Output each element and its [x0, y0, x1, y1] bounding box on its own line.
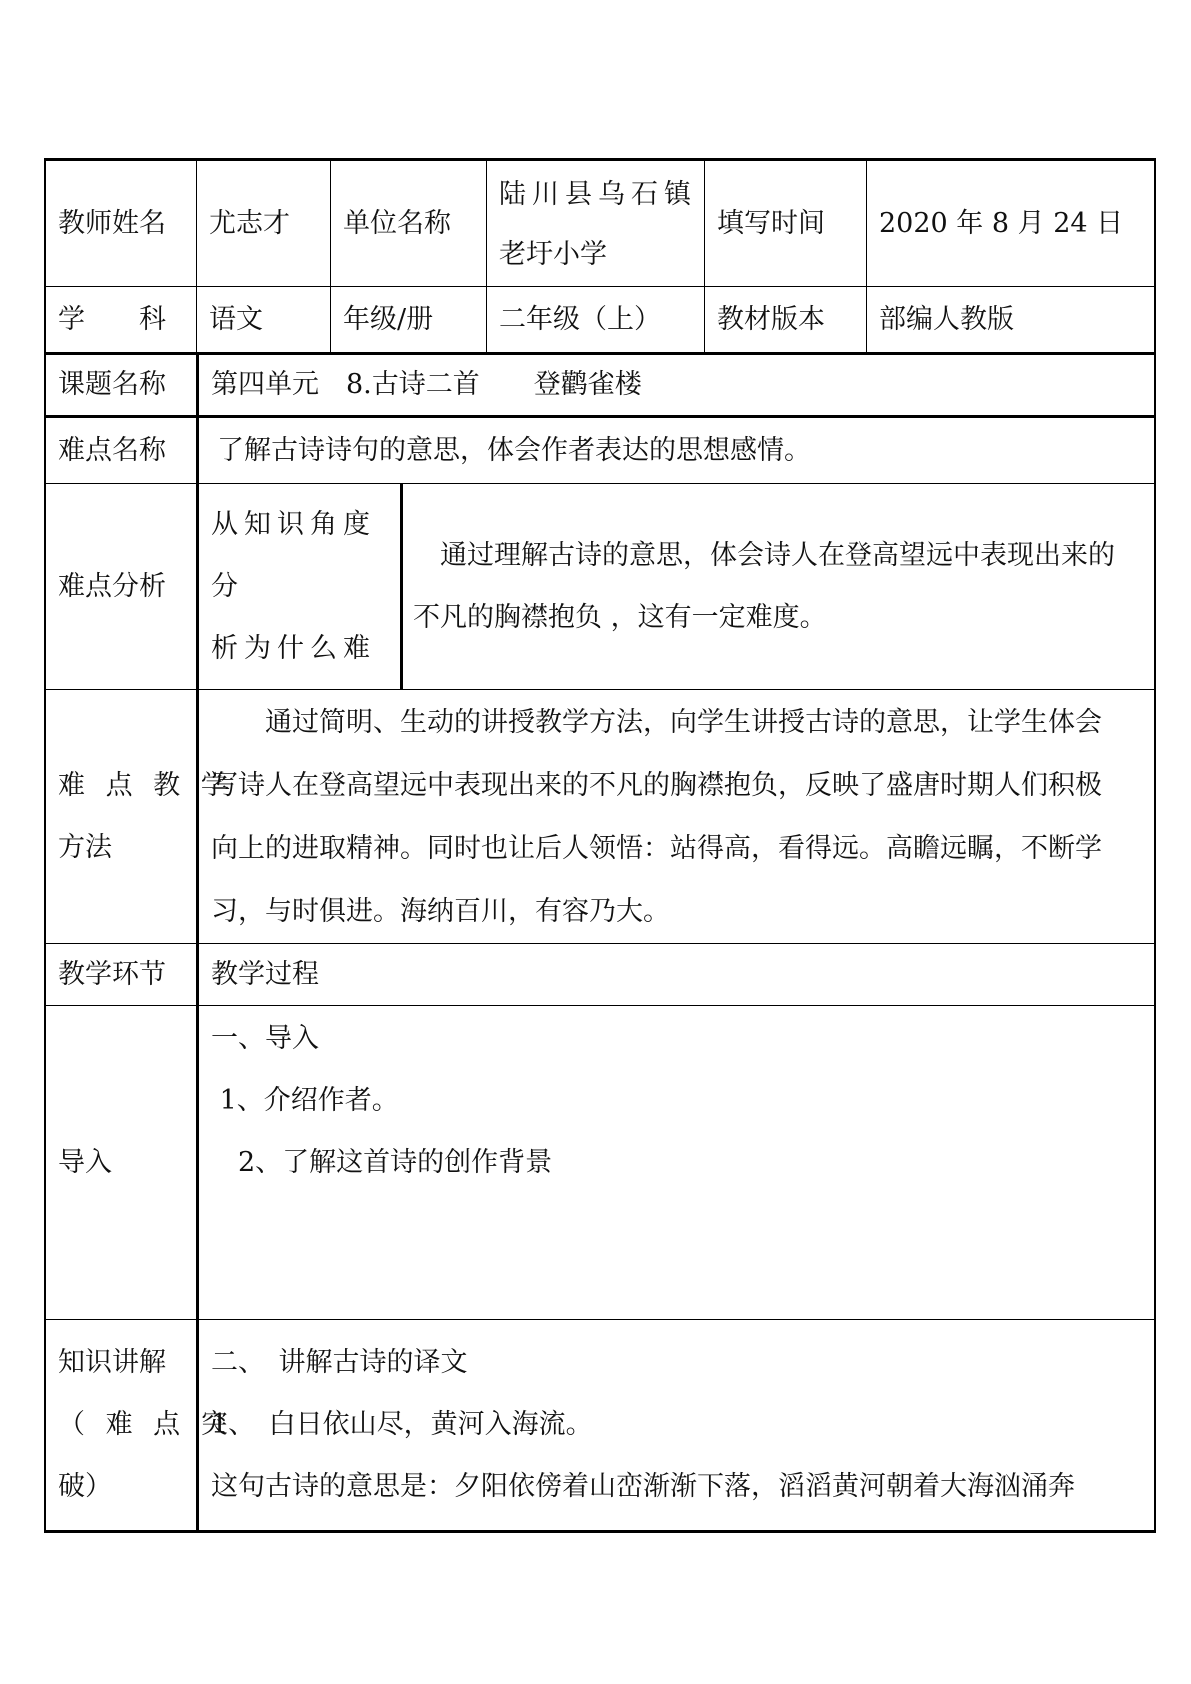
lesson-plan-table [44, 158, 1156, 1533]
analysis-sublabel-line2: 析为什么难 [211, 632, 376, 664]
date-label: 填写时间 [704, 161, 866, 286]
knowledge-line3: 这句古诗的意思是：夕阳依傍着山峦渐渐下落，滔滔黄河朝着大海汹涌奔 [211, 1471, 1075, 1502]
subject-row [44, 286, 1156, 352]
knowledge-label [46, 1320, 234, 1530]
edition-label: 教材版本 [704, 287, 866, 352]
subject-label: 学 科 [58, 303, 166, 335]
method-label [46, 690, 234, 943]
intro-line2: 1、介绍作者。 [211, 1085, 399, 1116]
header-row [44, 158, 1156, 286]
method-line2: 写诗人在登高望远中表现出来的不凡的胸襟抱负，反映了盛唐时期人们积极 [211, 769, 1102, 801]
unit-name-line1: 陆川县乌石镇 [499, 179, 697, 210]
unit-name [486, 161, 704, 286]
method-line4: 习，与时俱进。海纳百川，有容乃大。 [211, 895, 670, 927]
method-line3: 向上的进取精神。同时也让后人领悟：站得高，看得远。高瞻远瞩，不断学 [211, 832, 1102, 864]
knowledge-label-line2: （ 难 点 突 [58, 1409, 234, 1440]
knowledge-label-line1: 知识讲解 [58, 1347, 166, 1378]
edition-value: 部编人教版 [866, 287, 1154, 352]
topic-label: 课题名称 [58, 369, 166, 400]
method-line1: 通过简明、生动的讲授教学方法，向学生讲授古诗的意思，让学生体会 [211, 706, 1102, 738]
method-row [44, 689, 1156, 943]
topic-row [44, 352, 1156, 418]
process-header-row [44, 943, 1156, 1005]
process-header-label: 教学环节 [58, 958, 166, 990]
knowledge-label-line3: 破） [58, 1471, 112, 1502]
method-text [196, 690, 1154, 943]
knowledge-content [196, 1320, 1154, 1530]
knowledge-row [44, 1319, 1156, 1533]
analysis-sublabel-line1: 从知识角度分 [211, 508, 376, 602]
method-label-line2: 方法 [58, 831, 112, 863]
date-value: 2020 年 8 月 24 日 [866, 161, 1154, 286]
analysis-sublabel [196, 484, 400, 689]
grade-value: 二年级（上） [486, 287, 704, 352]
analysis-row [44, 483, 1156, 689]
intro-line3: 2、了解这首诗的创作背景 [211, 1147, 553, 1178]
grade-label: 年级/册 [330, 287, 486, 352]
intro-line1: 一、导入 [211, 1023, 319, 1054]
difficulty-row [44, 418, 1156, 483]
difficulty-value: 了解古诗诗句的意思，体会作者表达的思想感情。 [196, 418, 1154, 483]
analysis-text [400, 484, 1154, 689]
intro-content [196, 1006, 1154, 1319]
topic-value: 第四单元 8.古诗二首 登鹳雀楼 [196, 355, 1154, 415]
unit-name-line2: 老圩小学 [499, 239, 607, 270]
unit-label: 单位名称 [330, 161, 486, 286]
method-label-line1: 难 点 教 学 [58, 769, 234, 801]
analysis-line2: 不凡的胸襟抱负 ，这有一定难度。 [413, 601, 827, 633]
analysis-line1: 通过理解古诗的意思，体会诗人在登高望远中表现出来的 [413, 539, 1115, 571]
process-header-value: 教学过程 [196, 944, 1154, 1005]
teacher-label: 教师姓名 [58, 207, 166, 239]
intro-label: 导入 [58, 1146, 112, 1178]
knowledge-line2: 1、 白日依山尽，黄河入海流。 [211, 1409, 593, 1440]
analysis-label: 难点分析 [58, 570, 166, 602]
teacher-name: 尤志才 [196, 161, 330, 286]
intro-row [44, 1005, 1156, 1319]
difficulty-label: 难点名称 [58, 434, 166, 466]
knowledge-line1: 二、 讲解古诗的译文 [211, 1347, 468, 1378]
subject-value: 语文 [196, 287, 330, 352]
